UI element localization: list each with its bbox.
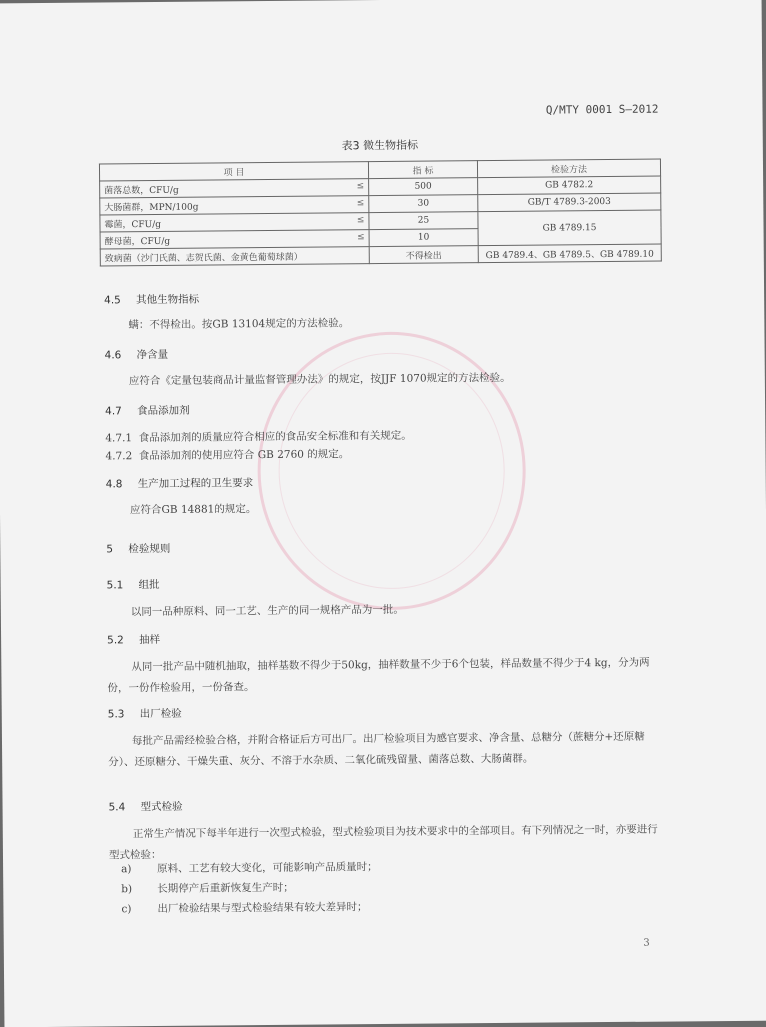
subclause	[105, 426, 661, 446]
operator: ≤	[357, 198, 365, 211]
list-item	[121, 880, 294, 897]
table-cell: GB 4789.4、GB 4789.5、GB 4789.10	[478, 244, 661, 263]
standard-code: Q/MTY 0001 S—2012	[546, 103, 659, 117]
section-heading	[107, 577, 160, 592]
item-name: 菌落总数，CFU/g	[104, 182, 179, 196]
section-heading	[108, 706, 182, 722]
table-cell: 25	[369, 212, 478, 230]
section-number: 5.3	[108, 708, 140, 720]
section-heading	[104, 292, 199, 308]
section-number: 5.1	[107, 579, 139, 591]
page-number: 3	[643, 938, 649, 949]
paragraph: 正常生产情况下每半年进行一次型式检验，型式检验项目为技术要求中的全部项目。有下列情况之一时，亦要进行型式检验：	[109, 820, 665, 867]
list-item	[121, 859, 378, 876]
table-cell: GB 4782.2	[478, 176, 661, 195]
table-cell: 500	[369, 178, 478, 196]
section-title: 组批	[139, 579, 160, 591]
paragraph: 从同一批产品中随机抽取，抽样基数不得少于50kg，抽样数量不少于6个包装，样品数量不得少于4 kg，分为两份，一份作检验用，一份备查。	[107, 653, 663, 700]
section-number: 4.8	[106, 478, 138, 490]
column-header: 检验方法	[477, 159, 660, 178]
section-title: 出厂检验	[140, 708, 182, 720]
chapter-heading	[106, 541, 170, 557]
paragraph: 以同一品种原料、同一工艺、生产的同一规格产品为一批。	[107, 598, 663, 624]
section-title: 检验规则	[128, 543, 170, 555]
section-number: 5.2	[107, 634, 139, 646]
subclause-text: 食品添加剂的使用应符合 GB 2760 的规定。	[139, 448, 349, 462]
section-heading	[108, 799, 182, 815]
subclause-text: 食品添加剂的质量应符合相应的食品安全标准和有关规定。	[139, 430, 412, 444]
section-title: 型式检验	[141, 801, 183, 813]
section-heading	[107, 632, 160, 647]
list-text: 原料、工艺有较大变化，可能影响产品质量时；	[157, 861, 378, 875]
list-text: 出厂检验结果与型式检验结果有较大差异时；	[157, 901, 367, 915]
section-number: 4.6	[105, 349, 137, 361]
section-number: 5.4	[109, 801, 141, 813]
section-title: 食品添加剂	[137, 405, 190, 417]
item-name: 大肠菌群，MPN/100g	[104, 199, 198, 213]
table-cell: GB 4789.15	[478, 210, 661, 246]
paragraph: 应符合GB 14881的规定。	[106, 496, 662, 522]
subclause-number: 4.7.1	[105, 432, 132, 444]
section-number: 5	[106, 543, 128, 555]
table-cell: 不得检出	[369, 246, 478, 264]
list-label: c)	[121, 903, 157, 915]
item-name: 致病菌（沙门氏菌、志贺氏菌、金黄色葡萄球菌）	[105, 249, 303, 264]
microbial-table	[99, 159, 662, 267]
list-label: a)	[121, 863, 157, 875]
operator: ≤	[357, 232, 365, 245]
section-heading	[106, 475, 254, 491]
paragraph: 螨：不得检出。按GB 13104规定的方法检验。	[104, 311, 660, 337]
table-cell	[100, 247, 369, 266]
subclause-number: 4.7.2	[105, 450, 132, 462]
table-row	[100, 244, 661, 266]
item-name: 霉菌，CFU/g	[104, 216, 161, 229]
paragraph: 应符合《定量包装商品计量监督管理办法》的规定，按JJF 1070规定的方法检验。	[105, 367, 661, 393]
paragraph: 每批产品需经检验合格，并附合格证后方可出厂。出厂检验项目为感官要求、净含量、总糖分（蔗糖分+还原糖分）、还原糖分、干燥失重、灰分、不溶于水杂质、二氧化硫残留量、菌落总数、大肠菌群。	[108, 727, 664, 774]
section-title: 净含量	[137, 349, 169, 361]
table-cell: 10	[369, 229, 478, 247]
section-number: 4.5	[104, 294, 136, 306]
table-cell: GB/T 4789.3-2003	[478, 193, 661, 212]
section-title: 生产加工过程的卫生要求	[138, 477, 254, 490]
column-header: 指 标	[368, 161, 477, 179]
section-title: 其他生物指标	[136, 294, 199, 307]
list-label: b)	[121, 883, 157, 895]
section-number: 4.7	[105, 405, 137, 417]
subclause	[105, 444, 661, 464]
section-title: 抽样	[139, 634, 160, 646]
operator: ≤	[357, 181, 365, 194]
column-header: 项 目	[99, 162, 368, 181]
table-cell: 30	[369, 195, 478, 213]
table-title: 表3 微生物指标	[0, 134, 763, 157]
list-item	[121, 899, 367, 916]
section-heading	[105, 403, 190, 419]
item-name: 酵母菌，CFU/g	[105, 233, 171, 247]
operator: ≤	[357, 215, 365, 228]
section-heading	[105, 347, 169, 363]
list-text: 长期停产后重新恢复生产时；	[157, 882, 294, 895]
